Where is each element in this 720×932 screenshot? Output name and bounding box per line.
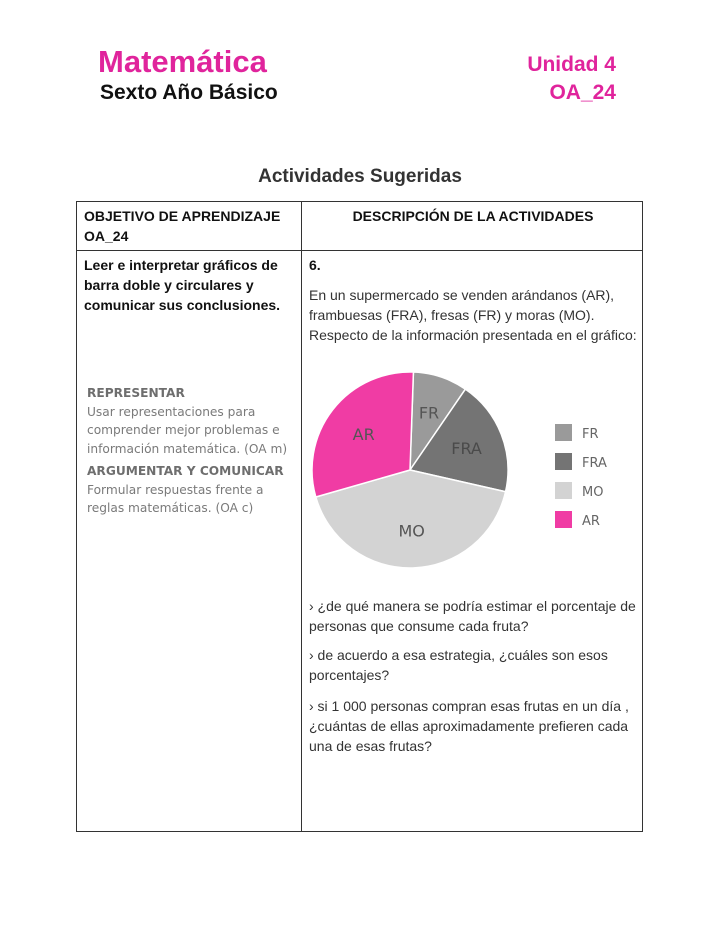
skill-description: Usar representaciones para comprender mejor problemas e información matemática. (OA m) [87,404,288,456]
activity-table [76,201,643,832]
skill-heading: REPRESENTAR [87,386,185,400]
description-column-header: DESCRIPCIÓN DE LA ACTIVIDADES [352,208,594,224]
activity-description [309,255,639,345]
column-divider [301,202,302,831]
question-item [309,596,639,636]
question-text: › si 1 000 personas compran esas frutas en un día , ¿cuántas de ellas aproximadamente prefieren cada una de esas frutas? [309,698,629,754]
pie-label-mo: MO [398,521,425,541]
question-text: › de acuerdo a esa estrategia, ¿cuáles son esos porcentajes? [309,647,608,683]
oa-code: OA_24 [549,81,616,104]
activity-number: 6. [309,257,321,273]
legend-label-fra: FRA [582,456,607,471]
pie-label-ar: AR [352,424,375,444]
legend-label-mo: MO [582,485,604,500]
question-item [309,645,639,685]
skill-description: Formular respuestas frente a reglas matemáticas. (OA c) [87,482,264,515]
unit-label: Unidad 4 [527,53,616,76]
objective-column-header: OBJETIVO DE APRENDIZAJE OA_24 [84,208,281,244]
header-divider [77,250,642,251]
subject-title: Matemática [98,44,267,79]
grade-subtitle: Sexto Año Básico [100,81,278,104]
chart-legend [547,420,647,540]
question-item [309,696,639,756]
legend-swatch-fra [555,453,572,470]
question-text: › ¿de qué manera se podría estimar el porcentaje de personas que consume cada fruta? [309,598,636,634]
learning-objective: Leer e interpretar gráficos de barra doble y circulares y comunicar sus conclusiones. [84,257,281,313]
skill-heading: ARGUMENTAR Y COMUNICAR [87,464,284,478]
pie-label-fr: FR [418,403,440,423]
legend-swatch-ar [555,511,572,528]
pie-chart [305,367,545,577]
legend-swatch-mo [555,482,572,499]
pie-label-fra: FRA [451,438,482,458]
legend-label-fr: FR [582,427,599,442]
skills-box [87,384,297,518]
legend-swatch-fr [555,424,572,441]
legend-label-ar: AR [582,514,600,529]
activity-intro: En un supermercado se venden arándanos (AR), frambuesas (FRA), fresas (FR) y moras (MO). Respecto de la información presentada en el gráfico: [309,287,637,343]
section-title: Actividades Sugeridas [258,166,462,187]
